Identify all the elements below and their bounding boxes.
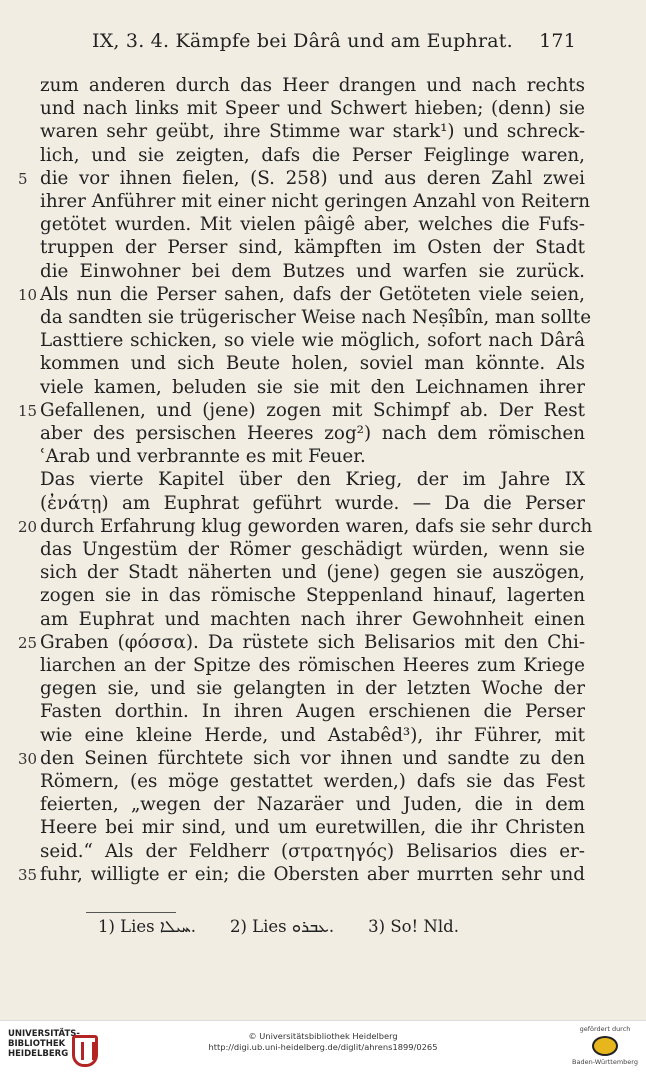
sponsor-logo[interactable]: [570, 1025, 640, 1069]
line-text: Heere bei mir sind, und um euretwillen, die ihr Christen: [40, 817, 585, 839]
running-head: [92, 30, 576, 52]
line-text: Fasten dorthin. In ihren Augen erschienen die Perser: [40, 701, 585, 723]
line-text: getötet wurden. Mit vielen pâigê aber, welches die Fufs-: [40, 214, 585, 236]
footnote-rule: [86, 912, 176, 913]
text-line: [40, 793, 585, 816]
line-text: Römern, (es möge gestattet werden,) dafs sie das Fest: [40, 771, 585, 792]
text-line: [18, 399, 585, 422]
text-line: [40, 422, 585, 445]
line-text: seid.“ Als der Feldherr (στρατηγός) Belisarios dies er-: [40, 840, 585, 862]
library-logo[interactable]: [8, 1029, 92, 1065]
footnotes: [98, 917, 526, 937]
text-line: [40, 236, 585, 259]
text-line: [18, 515, 593, 538]
line-number: 10: [18, 285, 38, 304]
line-text: ihrer Anführer mit einer nicht geringen Anzahl von Reitern: [40, 191, 591, 212]
permalink[interactable]: http://digi.ub.uni-heidelberg.de/diglit/ahrens1899/0265: [208, 1041, 438, 1052]
text-line: [40, 445, 585, 468]
line-text: zum anderen durch das Heer drangen und nach rechts: [40, 75, 585, 96]
line-text: das Ungestüm der Römer geschädigt würden, wenn sie: [40, 539, 585, 560]
text-line: [40, 213, 585, 236]
text-line: [40, 376, 585, 399]
line-text: viele kamen, beluden sie sie mit den Leichnamen ihrer: [40, 376, 585, 398]
text-line: [40, 561, 585, 584]
line-number: 20: [18, 517, 38, 536]
line-text: Gefallenen, und (jene) zogen mit Schimpf ab. Der Rest: [40, 399, 585, 421]
line-number: 25: [18, 633, 38, 652]
line-number: 15: [18, 401, 38, 420]
text-line: [40, 538, 585, 561]
line-text: am Euphrat und machten nach ihrer Gewohnheit einen: [40, 608, 585, 630]
line-text: Graben (φόσσα). Da rüstete sich Belisarios mit den Chi-: [40, 631, 585, 653]
text-line: [18, 747, 585, 770]
line-text: und nach links mit Speer und Schwert hieben; (denn) sie: [40, 98, 585, 120]
line-text: lich, und sie zeigten, dafs die Perser Feiglinge waren,: [40, 144, 585, 166]
line-text: da sandten sie trügerischer Weise nach Neṣîbîn, man sollte: [40, 307, 592, 328]
text-line: [40, 584, 585, 607]
line-text: Lasttiere schicken, so viele wie möglich, sofort nach Dârâ: [40, 330, 585, 352]
text-line: [40, 120, 585, 143]
text-line: [40, 329, 585, 352]
library-name: UNIVERSITÄTS-BIBLIOTHEK HEIDELBERG: [8, 1029, 80, 1059]
line-text: ʿArab und verbrannte es mit Feuer.: [40, 446, 366, 468]
line-text: durch Erfahrung klug geworden waren, dafs sie sehr durch: [40, 515, 593, 537]
text-line: [18, 167, 585, 190]
line-text: Das vierte Kapitel über den Krieg, der im Jahre IX: [40, 469, 585, 491]
line-number: 30: [18, 749, 38, 768]
text-line: [18, 283, 585, 306]
page-number: 171: [539, 30, 576, 52]
line-text: kommen und sich Beute holen, soviel man könnte. Als: [40, 353, 585, 375]
chapter-reference: IX, 3. 4. Kämpfe bei Dârâ und am Euphrat.: [92, 30, 513, 52]
text-line: [40, 260, 585, 283]
line-text: feierten, „wegen der Nazaräer und Juden, die in dem: [40, 794, 585, 816]
text-line: [40, 144, 585, 167]
footnote-2: 2) Lies ܥܒܪܘ.: [230, 917, 335, 936]
line-text: waren sehr geübt, ihre Stimme war stark¹) und schreck-: [40, 121, 585, 143]
footnote-3: 3) So! Nld.: [368, 917, 459, 936]
text-line: [40, 468, 585, 491]
text-line: [40, 816, 585, 839]
text-line: [40, 352, 585, 375]
line-text: sich der Stadt näherten und (jene) gegen sie auszögen,: [40, 562, 585, 584]
text-line: [40, 97, 585, 120]
sponsor-name: Baden-Württemberg: [572, 1058, 638, 1066]
line-text: aber des persischen Heeres zog²) nach dem römischen: [40, 423, 585, 444]
line-text: gegen sie, und sie gelangten in der letzten Woche der: [40, 678, 585, 700]
text-line: [40, 190, 591, 213]
line-text: die Einwohner bei dem Butzes und warfen sie zurück.: [40, 260, 585, 282]
text-line: [40, 840, 585, 863]
line-text: liarchen an der Spitze des römischen Heeres zum Kriege: [40, 655, 585, 676]
text-line: [40, 677, 585, 700]
line-text: fuhr, willigte er ein; die Obersten aber murrten sehr und: [40, 863, 585, 885]
line-text: die vor ihnen fielen, (S. 258) und aus deren Zahl zwei: [40, 167, 585, 189]
text-line: [40, 74, 585, 97]
sponsor-label: gefördert durch: [579, 1025, 631, 1033]
copyright-block: [140, 1031, 506, 1052]
text-line: [40, 724, 585, 747]
digitization-footer: [0, 1020, 646, 1072]
text-line: [40, 306, 592, 329]
line-text: (ἐνάτῃ) am Euphrat geführt wurde. — Da die Perser: [40, 492, 585, 514]
text-line: [40, 770, 585, 793]
text-line: [40, 608, 585, 631]
line-text: wie eine kleine Herde, und Astabêd³), ihr Führer, mit: [40, 724, 585, 746]
line-number: 5: [18, 169, 28, 188]
line-text: Als nun die Perser sahen, dafs der Getöteten viele seien,: [40, 283, 585, 305]
line-text: den Seinen fürchtete sich vor ihnen und sandte zu den: [40, 747, 585, 769]
state-emblem-icon: [592, 1036, 618, 1056]
line-text: zogen sie in das römische Steppenland hinauf, lagerten: [40, 585, 585, 607]
text-line: [40, 654, 585, 677]
text-line: [40, 492, 585, 515]
line-number: 35: [18, 865, 38, 884]
line-text: truppen der Perser sind, kämpften im Osten der Stadt: [40, 237, 585, 259]
footnote-1: 1) Lies ܚܝܠܐ.: [98, 917, 196, 936]
text-line: [40, 700, 585, 723]
text-line: [18, 863, 585, 886]
text-line: [18, 631, 585, 654]
library-emblem-icon: [72, 1035, 98, 1067]
copyright-text: © Universitätsbibliothek Heidelberg: [248, 1031, 398, 1041]
